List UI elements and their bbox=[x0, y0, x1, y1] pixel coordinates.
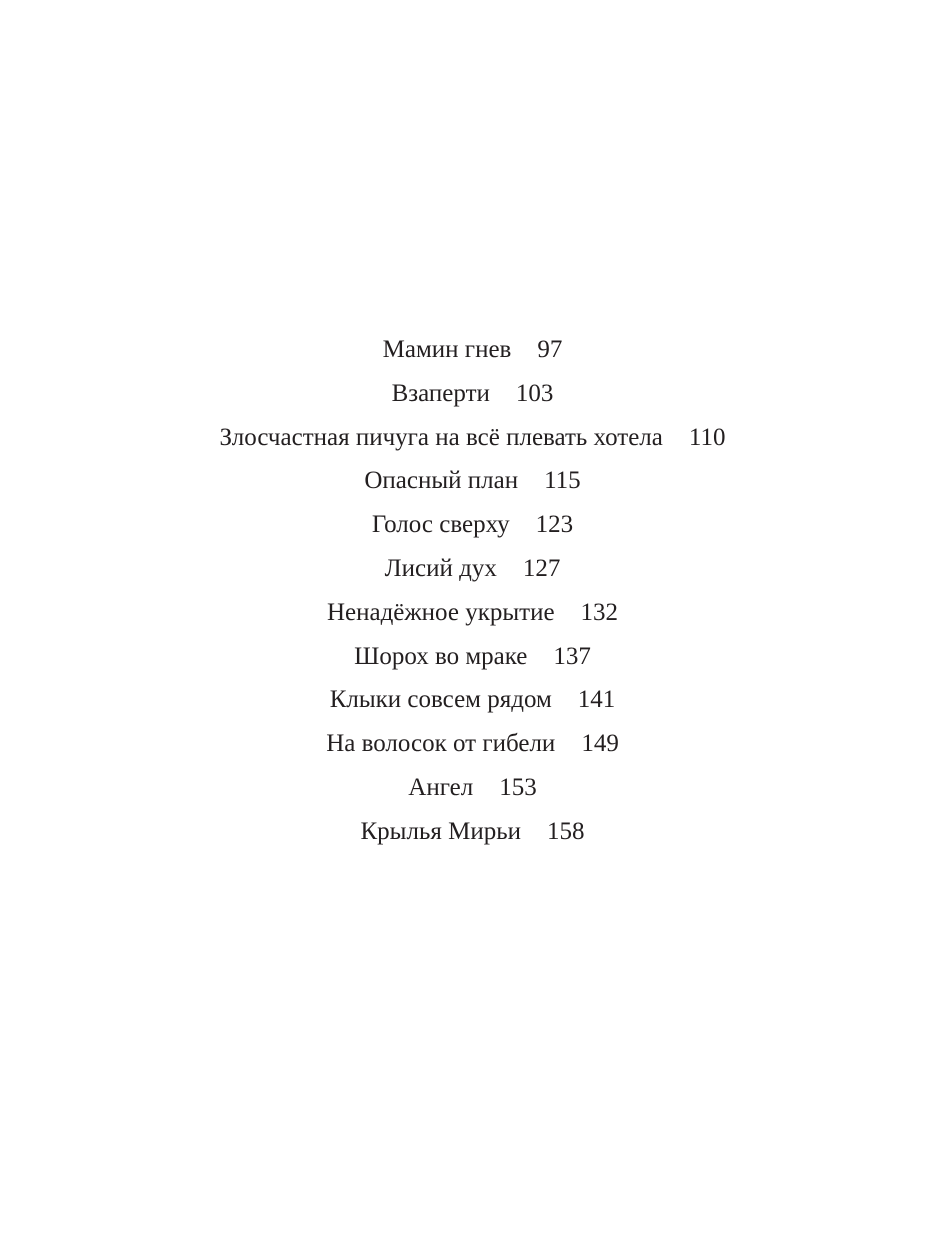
toc-entry bbox=[0, 331, 945, 375]
toc-entry-page: 153 bbox=[499, 773, 537, 801]
toc-entry bbox=[0, 419, 945, 463]
toc-entry-page: 141 bbox=[577, 686, 616, 714]
toc-entry bbox=[0, 769, 945, 813]
toc-entry-page: 132 bbox=[580, 598, 619, 626]
toc-entry-title: На волосок от гибели bbox=[326, 730, 556, 758]
toc-entry-title: Шорох во мраке bbox=[354, 642, 528, 670]
toc-entry-page: 110 bbox=[688, 423, 726, 451]
toc-entry-title: Лисий дух bbox=[384, 554, 497, 582]
toc-entry bbox=[0, 813, 945, 857]
toc-entry-title: Злосчастная пичуга на всё плевать хотела bbox=[219, 423, 663, 451]
toc-entry-page: 158 bbox=[547, 817, 585, 845]
toc-entry-page: 103 bbox=[515, 379, 554, 407]
toc-entry-title: Мамин гнев bbox=[382, 336, 512, 363]
table-of-contents bbox=[0, 331, 945, 857]
toc-entry-title: Голос сверху bbox=[371, 511, 510, 539]
toc-entry-page: 115 bbox=[544, 467, 581, 495]
toc-entry-page: 97 bbox=[537, 336, 563, 363]
toc-entry-page: 123 bbox=[535, 511, 574, 539]
toc-entry bbox=[0, 462, 945, 506]
toc-entry bbox=[0, 725, 945, 769]
toc-entry-title: Ненадёжное укрытие bbox=[326, 598, 555, 626]
toc-entry bbox=[0, 638, 945, 682]
toc-entry bbox=[0, 550, 945, 594]
toc-entry bbox=[0, 681, 945, 725]
toc-entry-title: Крылья Мирьи bbox=[360, 817, 521, 845]
toc-entry-title: Опасный план bbox=[364, 467, 519, 495]
toc-entry-page: 137 bbox=[553, 642, 591, 670]
toc-entry bbox=[0, 594, 945, 638]
toc-entry-page: 149 bbox=[581, 730, 619, 758]
toc-entry-title: Клыки совсем рядом bbox=[329, 686, 552, 714]
toc-entry-title: Ангел bbox=[408, 773, 474, 801]
toc-entry bbox=[0, 506, 945, 550]
toc-entry-title: Взаперти bbox=[391, 379, 490, 407]
toc-entry bbox=[0, 375, 945, 419]
toc-entry-page: 127 bbox=[522, 554, 561, 582]
